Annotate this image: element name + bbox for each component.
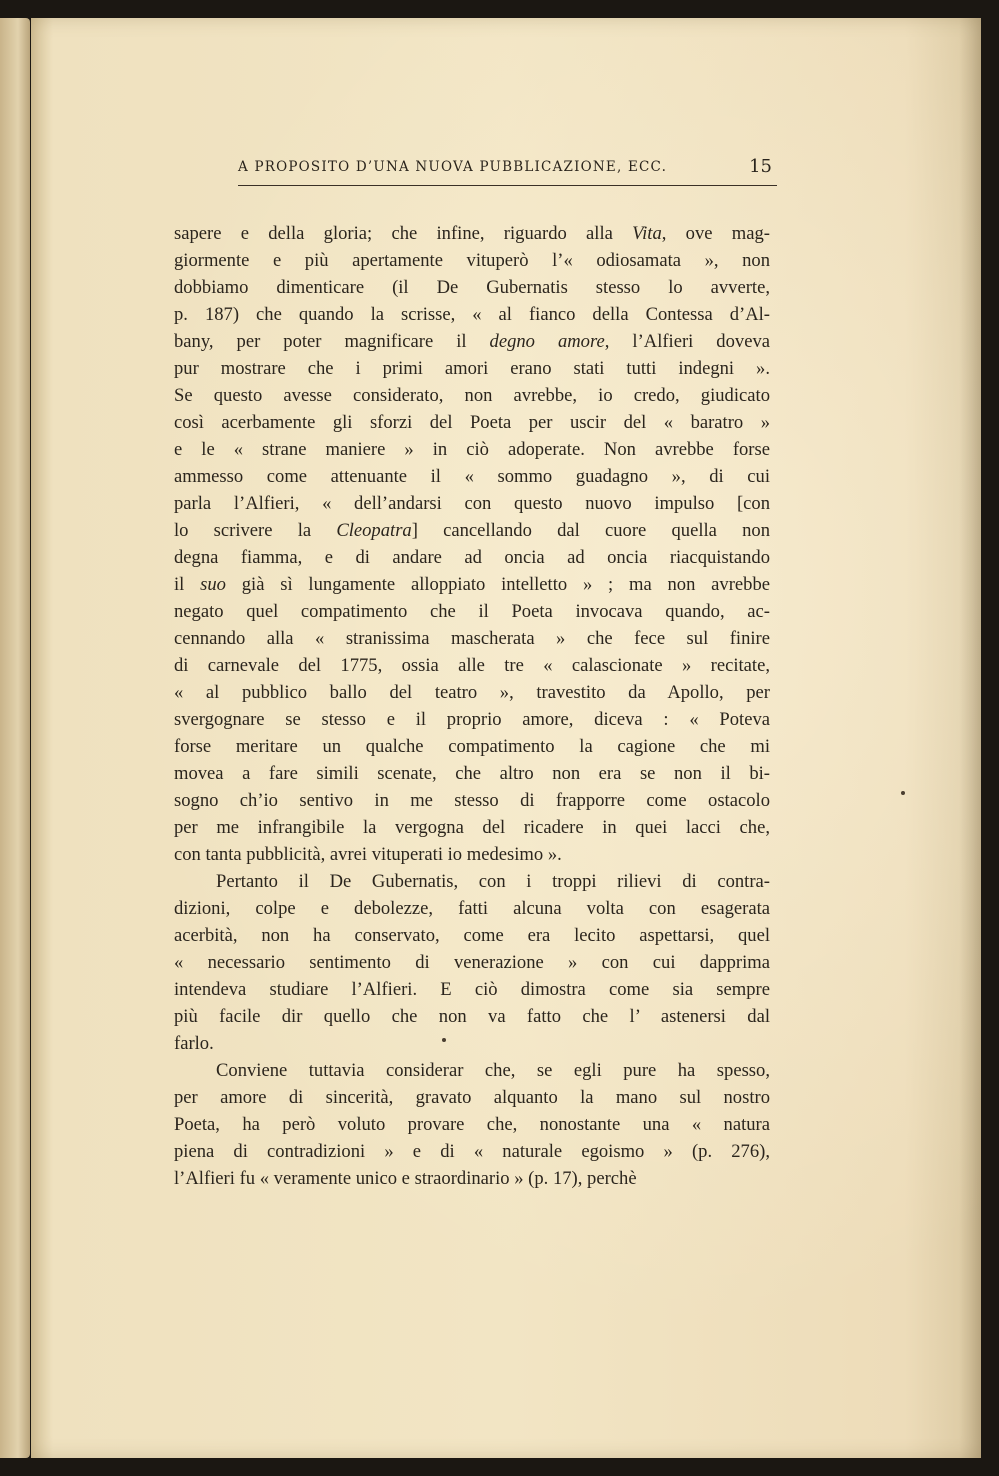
text-line: negato quel compatimento che il Poeta invocava quando, ac- bbox=[174, 601, 770, 622]
text-line: pur mostrare che i primi amori erano stati tutti indegni ». bbox=[174, 358, 770, 379]
text-line: degna fiamma, e di andare ad oncia ad oncia riacquistando bbox=[174, 547, 770, 568]
italic-title: suo bbox=[200, 574, 226, 595]
text-line: dizioni, colpe e debolezze, fatti alcuna volta con esagerata bbox=[174, 898, 770, 919]
text-line: farlo. bbox=[174, 1033, 214, 1054]
running-header bbox=[238, 155, 777, 186]
text-line: forse meritare un qualche compatimento la cagione che mi bbox=[174, 736, 770, 757]
text-line: di carnevale del 1775, ossia alle tre « calascionate » recitate, bbox=[174, 655, 770, 676]
text-line: acerbità, non ha conservato, come era lecito aspettarsi, quel bbox=[174, 925, 770, 946]
text-line: bany, per poter magnificare il degno amore, l’Alfieri doveva bbox=[174, 331, 770, 352]
italic-title: degno amore bbox=[489, 331, 605, 352]
text-line: lo scrivere la Cleopatra] cancellando dal cuore quella non bbox=[174, 520, 771, 541]
italic-title: Cleopatra bbox=[336, 520, 412, 541]
body-text bbox=[174, 220, 770, 1192]
text-line: movea a fare simili scenate, che altro non era se non il bi- bbox=[174, 763, 770, 784]
text-line: Se questo avesse considerato, non avrebbe, io credo, giudicato bbox=[174, 385, 770, 406]
text-line: Conviene tuttavia considerar che, se egli pure ha spesso, bbox=[216, 1060, 770, 1081]
text-line: dobbiamo dimenticare (il De Gubernatis stesso lo avverte, bbox=[174, 277, 770, 298]
text-line: svergognare se stesso e il proprio amore, diceva : « Poteva bbox=[174, 709, 770, 730]
text-line: più facile dir quello che non va fatto che l’ astenersi dal bbox=[174, 1006, 770, 1027]
paragraph bbox=[174, 868, 770, 1057]
page-edge-shadow bbox=[959, 18, 981, 1458]
text-line: piena di contradizioni » e di « naturale egoismo » (p. 276), bbox=[174, 1141, 770, 1162]
text-line: Poeta, ha però voluto provare che, nonostante una « natura bbox=[174, 1114, 770, 1135]
text-line: così acerbamente gli sforzi del Poeta per uscir del « baratro » bbox=[174, 412, 770, 433]
text-line: e le « strane maniere » in ciò adoperate. Non avrebbe forse bbox=[174, 439, 770, 460]
text-line: « al pubblico ballo del teatro », travestito da Apollo, per bbox=[174, 682, 770, 703]
text-line: « necessario sentimento di venerazione » con cui dapprima bbox=[174, 952, 770, 973]
text-line: sogno ch’io sentivo in me stesso di frapporre come ostacolo bbox=[174, 790, 770, 811]
text-line: l’Alfieri fu « veramente unico e straordinario » (p. 17), perchè bbox=[174, 1168, 637, 1189]
text-line: Pertanto il De Gubernatis, con i troppi rilievi di contra- bbox=[216, 871, 770, 892]
running-title: A PROPOSITO D’UNA NUOVA PUBBLICAZIONE, ECC. bbox=[238, 159, 668, 175]
text-line: il suo già sì lungamente alloppiato intelletto » ; ma non avrebbe bbox=[174, 574, 770, 595]
text-line: giormente e più apertamente vituperò l’« odiosamata », non bbox=[174, 250, 770, 271]
text-line: intendeva studiare l’Alfieri. E ciò dimostra come sia sempre bbox=[174, 979, 770, 1000]
text-line: parla l’Alfieri, « dell’andarsi con questo nuovo impulso [con bbox=[174, 493, 770, 514]
facing-page-edge bbox=[0, 18, 30, 1458]
italic-title: Vita bbox=[632, 223, 662, 244]
paragraph bbox=[174, 220, 770, 868]
text-line: per amore di sincerità, gravato alquanto la mano sul nostro bbox=[174, 1087, 770, 1108]
paragraph bbox=[174, 1057, 770, 1192]
text-line: p. 187) che quando la scrisse, « al fianco della Contessa d’Al- bbox=[174, 304, 770, 325]
text-line: sapere e della gloria; che infine, riguardo alla Vita, ove mag- bbox=[174, 223, 770, 244]
text-line: per me infrangibile la vergogna del ricadere in quei lacci che, bbox=[174, 817, 770, 838]
text-line: ammesso come attenuante il « sommo guadagno », di cui bbox=[174, 466, 770, 487]
text-line: con tanta pubblicità, avrei vituperati io medesimo ». bbox=[174, 844, 562, 865]
paper-speck bbox=[901, 791, 905, 795]
text-line: cennando alla « stranissima mascherata » che fece sul finire bbox=[174, 628, 770, 649]
page-number: 15 bbox=[749, 156, 772, 177]
paper-speck bbox=[442, 1038, 446, 1042]
